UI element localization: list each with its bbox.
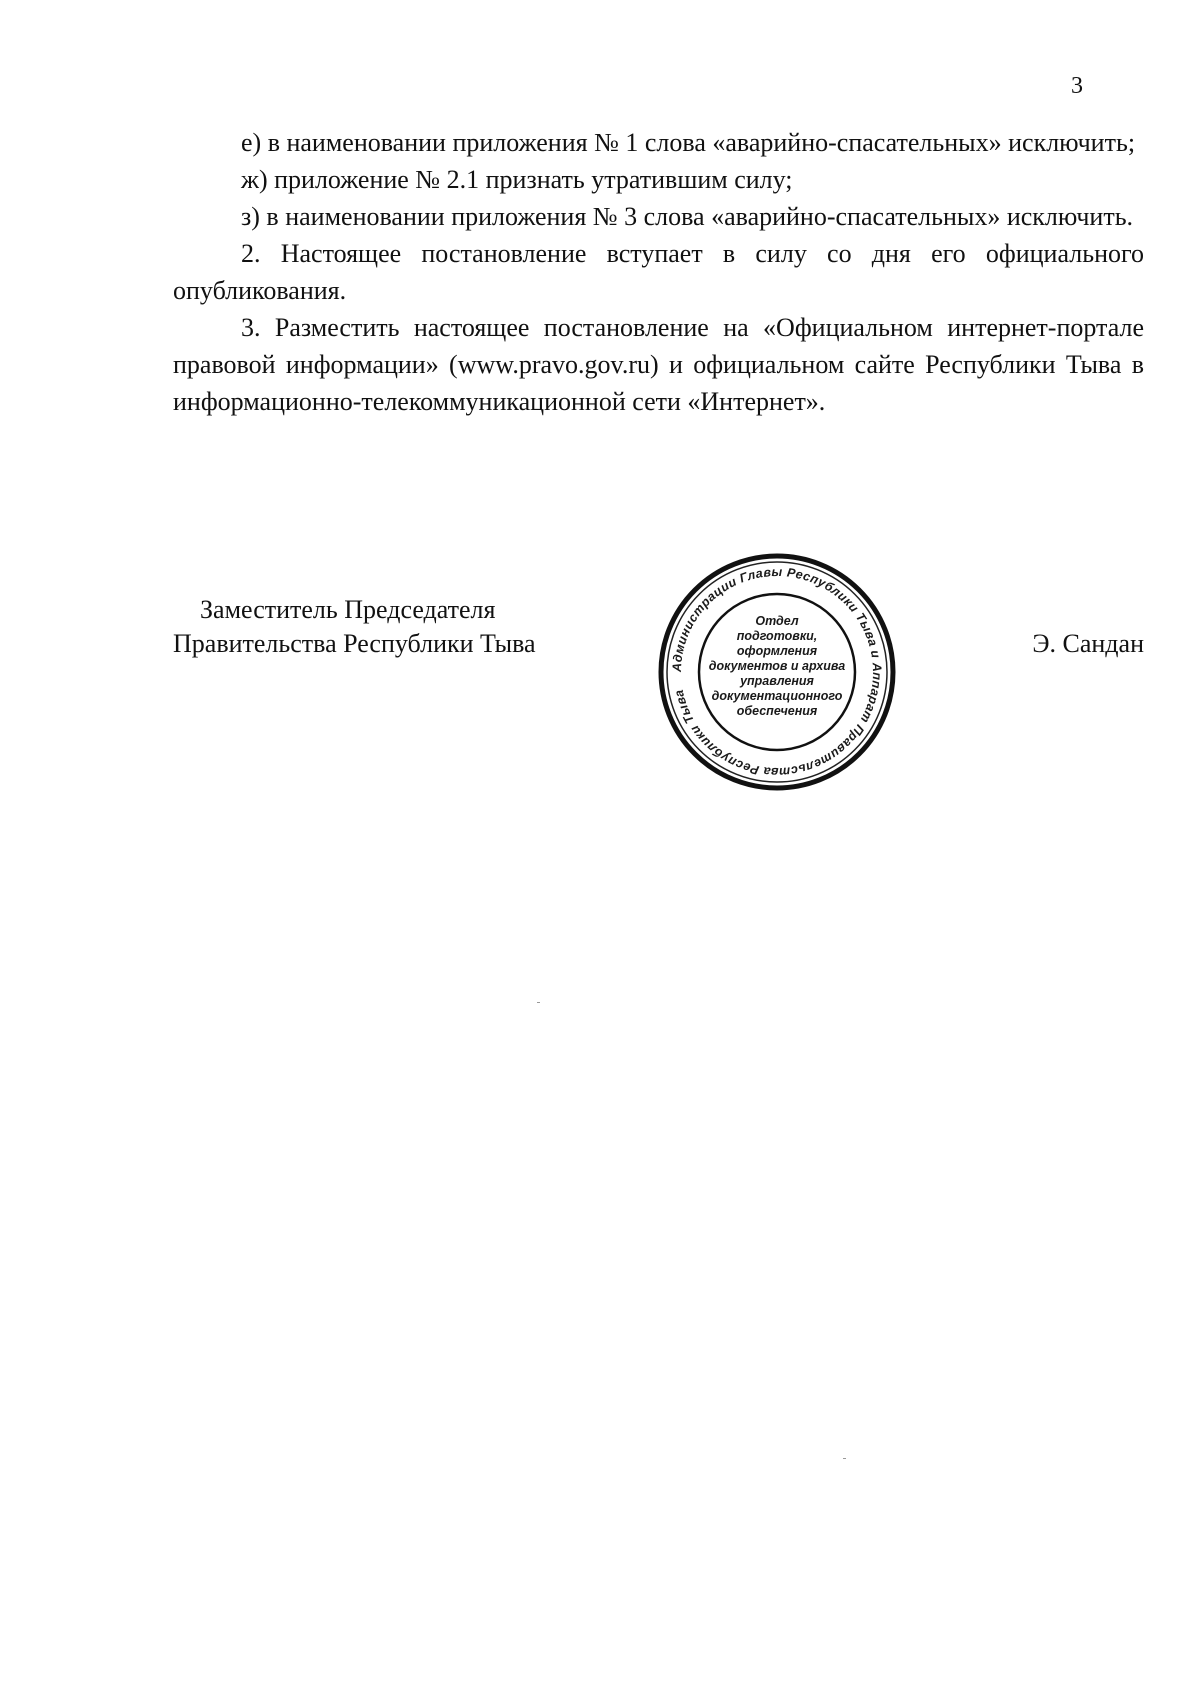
signatory-name: Э. Сандан bbox=[1032, 629, 1144, 658]
paragraph-e: е) в наименовании приложения № 1 слова «аварийно-спасательных» исключить; bbox=[241, 128, 1136, 157]
stamp-line: оформления bbox=[736, 644, 818, 658]
stamp-line: подготовки, bbox=[736, 629, 818, 643]
signatory-title-line2: Правительства Республики Тыва bbox=[173, 629, 536, 658]
paragraph-z: з) в наименовании приложения № 3 слова «аварийно-спасательных» исключить. bbox=[241, 202, 1134, 231]
stamp-line: Отдел bbox=[755, 614, 799, 628]
scan-speck bbox=[537, 1002, 540, 1003]
paragraph-3: 3. Разместить настоящее постановление на «Официальном интернет-портале правовой информации» (www.pravo.gov.ru) и официальном сайте Республики Тыва в информационно-телекоммуникационной сети «Интернет». bbox=[173, 313, 1144, 416]
scan-speck bbox=[843, 1458, 846, 1459]
stamp-line: управления bbox=[740, 674, 814, 688]
signatory-title-line1: Заместитель Председателя bbox=[200, 595, 496, 624]
document-body bbox=[173, 124, 1144, 420]
stamp-line: документов и архива bbox=[708, 659, 846, 673]
official-stamp bbox=[655, 550, 899, 794]
stamp-line: обеспечения bbox=[736, 704, 818, 718]
stamp-center-text bbox=[705, 614, 849, 719]
stamp-line: документационного bbox=[711, 689, 843, 703]
paragraph-2: 2. Настоящее постановление вступает в силу со дня его официального опубликования. bbox=[173, 239, 1144, 305]
stamp-ring-text: Администрации Главы Республики Тыва и Аппарат Правительства Республики Тыва bbox=[669, 564, 885, 780]
page-number: 3 bbox=[1071, 73, 1083, 99]
paragraph-zh: ж) приложение № 2.1 признать утратившим силу; bbox=[241, 165, 793, 194]
